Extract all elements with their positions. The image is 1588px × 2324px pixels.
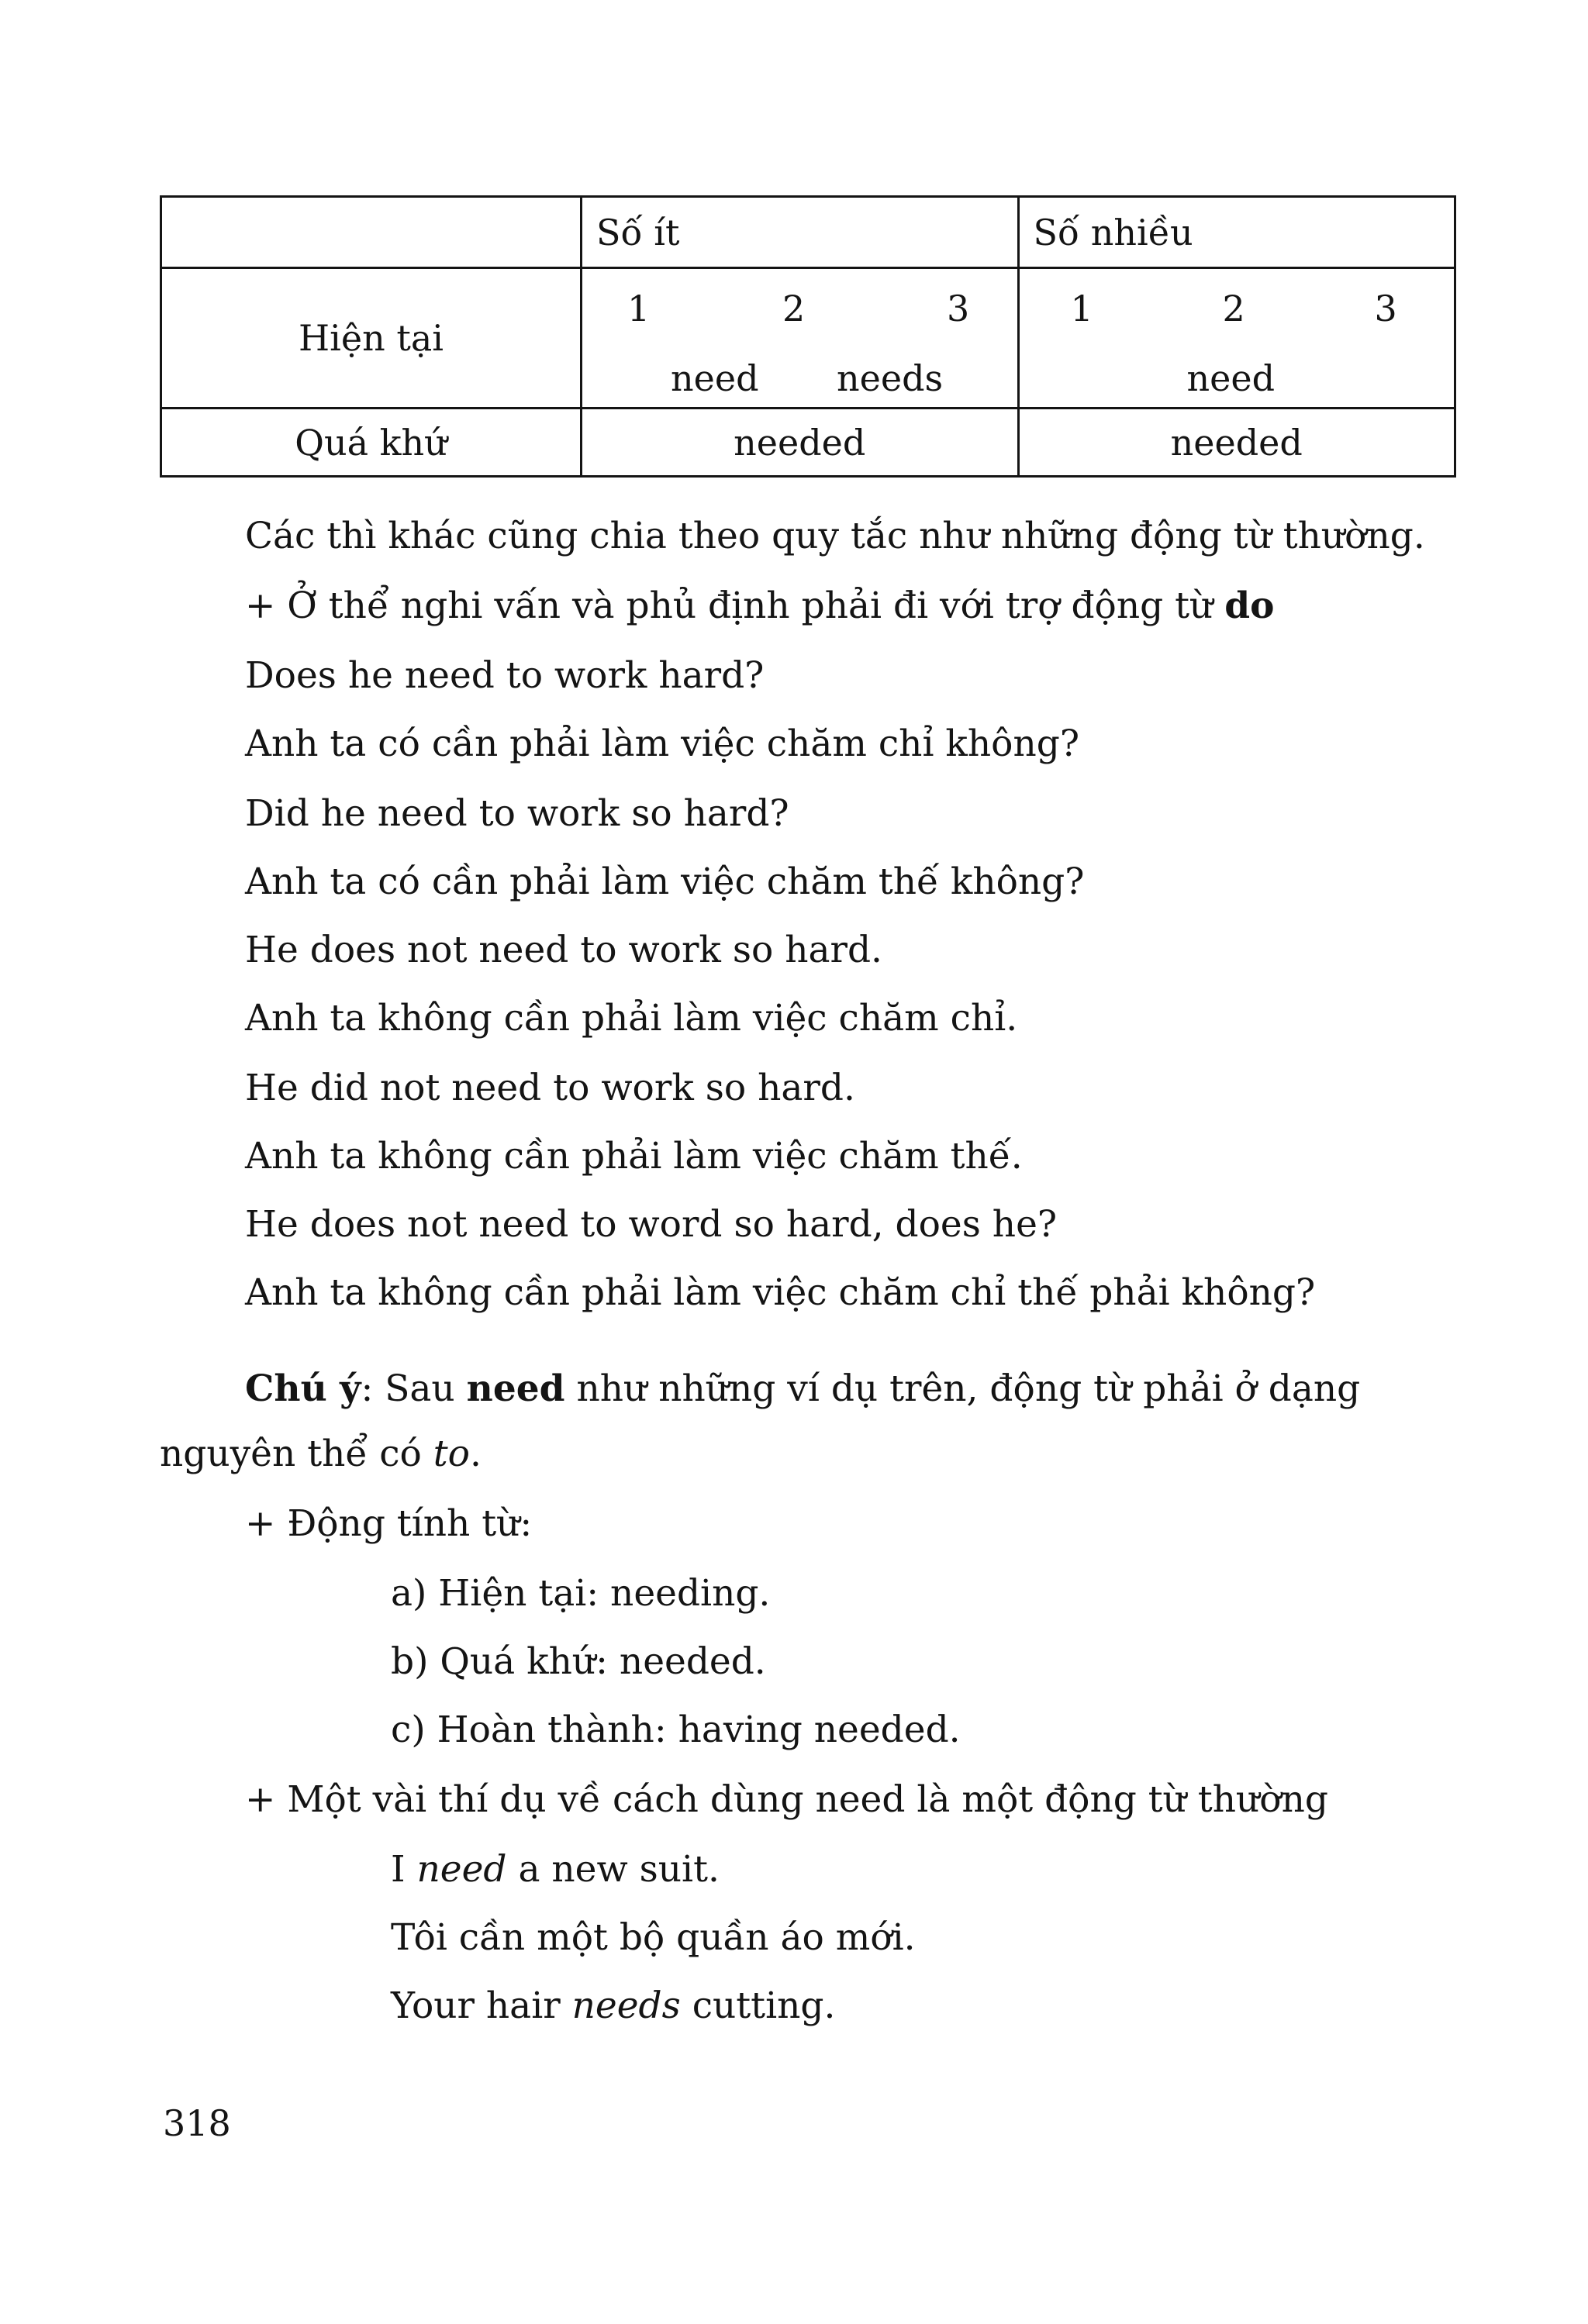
- aux-verb-note: [245, 584, 1275, 627]
- person-number: 3: [947, 288, 970, 329]
- header-singular: Số ít: [582, 197, 1018, 268]
- participle-item: a) Hiện tại: needing.: [391, 1572, 771, 1615]
- person-number: 3: [1374, 288, 1397, 329]
- aux-verb-note-text: + Ở thể nghi vấn và phủ định phải đi với trợ động từ: [245, 584, 1225, 627]
- header-blank-cell: [161, 197, 582, 268]
- example-italic: need: [416, 1848, 507, 1891]
- example-sentence: Did he need to work so hard?: [245, 792, 789, 835]
- present-label: Hiện tại: [161, 268, 582, 409]
- past-singular-form: needed: [582, 409, 1018, 477]
- note-text: .: [469, 1433, 482, 1475]
- example-translation: Anh ta không cần phải làm việc chăm chỉ thế phải không?: [245, 1271, 1316, 1314]
- note-paragraph: [245, 1367, 1361, 1410]
- examples-heading: + Một vài thí dụ về cách dùng need là một động từ thường: [245, 1778, 1328, 1821]
- participle-item: b) Quá khứ: needed.: [391, 1640, 766, 1683]
- conjugation-table: [160, 195, 1456, 478]
- example-translation: Anh ta có cần phải làm việc chăm thế không?: [245, 860, 1085, 903]
- person-number: 2: [782, 288, 806, 329]
- verb-form: need: [1186, 357, 1276, 399]
- note-text: nguyên thể có: [160, 1433, 433, 1475]
- example-sentence: [391, 1848, 720, 1891]
- table-header-row: [161, 197, 1455, 268]
- note-label: Chú ý: [245, 1367, 361, 1410]
- example-sentence: He did not need to work so hard.: [245, 1067, 855, 1109]
- page-number: 318: [163, 2102, 231, 2144]
- example-sentence: He does not need to word so hard, does he?: [245, 1203, 1058, 1246]
- table-row-present: [161, 268, 1455, 409]
- example-italic: needs: [571, 1984, 681, 2027]
- example-translation: Anh ta không cần phải làm việc chăm chỉ.: [245, 997, 1018, 1040]
- example-translation: Anh ta có cần phải làm việc chăm chỉ không?: [245, 722, 1080, 765]
- note-keyword: need: [466, 1367, 565, 1410]
- participles-heading: + Động tính từ:: [245, 1502, 533, 1545]
- verb-form: needs: [837, 357, 944, 399]
- example-sentence: He does not need to work so hard.: [245, 929, 882, 971]
- example-translation: Tôi cần một bộ quần áo mới.: [391, 1916, 916, 1959]
- present-plural-cell: [1018, 268, 1455, 409]
- table-row-past: [161, 409, 1455, 477]
- note-text: : Sau: [361, 1367, 467, 1410]
- verb-form: need: [671, 357, 759, 399]
- example-sentence: Does he need to work hard?: [245, 654, 765, 697]
- person-number: 2: [1222, 288, 1245, 329]
- example-text: I: [391, 1848, 417, 1891]
- person-number: 1: [627, 288, 651, 329]
- note-text: như những ví dụ trên, động từ phải ở dạng: [564, 1367, 1361, 1410]
- example-translation: Anh ta không cần phải làm việc chăm thế.: [245, 1135, 1023, 1178]
- present-singular-cell: [582, 268, 1018, 409]
- past-plural-form: needed: [1018, 409, 1455, 477]
- person-number: 1: [1070, 288, 1093, 329]
- example-text: cutting.: [680, 1984, 836, 2027]
- example-text: a new suit.: [506, 1848, 720, 1891]
- header-plural: Số nhiều: [1018, 197, 1455, 268]
- note-italic-to: to: [433, 1433, 470, 1475]
- example-text: Your hair: [391, 1984, 572, 2027]
- note-paragraph-continued: [160, 1433, 482, 1475]
- aux-verb-do: do: [1224, 584, 1275, 627]
- past-label: Quá khứ: [161, 409, 582, 477]
- participle-item: c) Hoàn thành: having needed.: [391, 1709, 961, 1751]
- example-sentence: [391, 1984, 836, 2027]
- conjugation-note: Các thì khác cũng chia theo quy tắc như những động từ thường.: [245, 515, 1425, 557]
